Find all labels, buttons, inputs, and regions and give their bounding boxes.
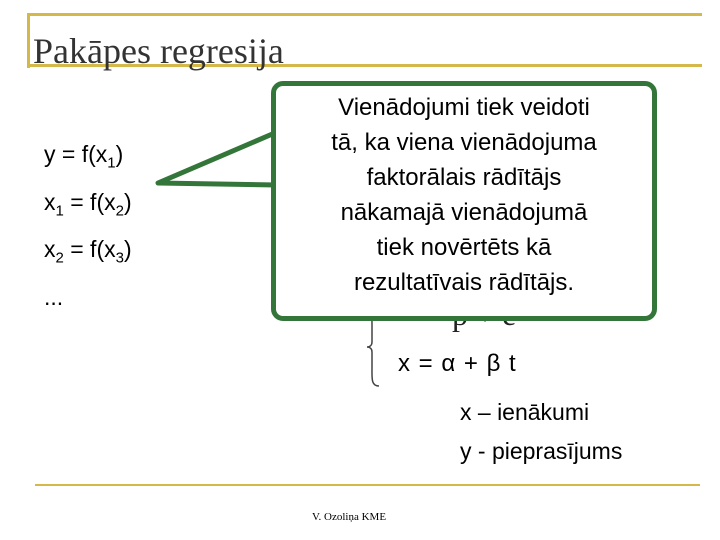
footer-text: V. Ozoliņa KME (312, 511, 387, 523)
definition-y: y - pieprasījums (460, 438, 623, 464)
equation-2: $x_1 = f(x_2)$ (44, 188, 132, 220)
left-rule (27, 13, 30, 68)
equation-1: $y = f(x_1)$ (44, 141, 124, 172)
equation-3: $x_2 = f(x_3)$ (44, 236, 132, 267)
callout-box (271, 81, 657, 321)
footer-rule (35, 484, 700, 486)
callout-line-6: rezultatīvais rādītājs. (353, 269, 575, 296)
equation-ellipsis: ... (44, 283, 64, 310)
callout-line-2: tā, ka viena vienādojuma (331, 129, 597, 156)
callout-line-4: nākamajā vienādojumā (340, 199, 588, 226)
definition-x: x – ienākumi (460, 399, 590, 425)
callout-line-3: faktorālais rādītājs (366, 164, 562, 191)
callout-line-5: tiek novērtēts kā (376, 234, 552, 261)
slide-title: Pakāpes regresija (33, 31, 284, 71)
definitions-list (460, 393, 622, 471)
top-rule (27, 13, 702, 16)
callout-line-1: Vienādojumi tiek veidoti (338, 94, 590, 121)
equation-list (44, 135, 132, 317)
x-formula: x = α + β t (398, 350, 517, 377)
